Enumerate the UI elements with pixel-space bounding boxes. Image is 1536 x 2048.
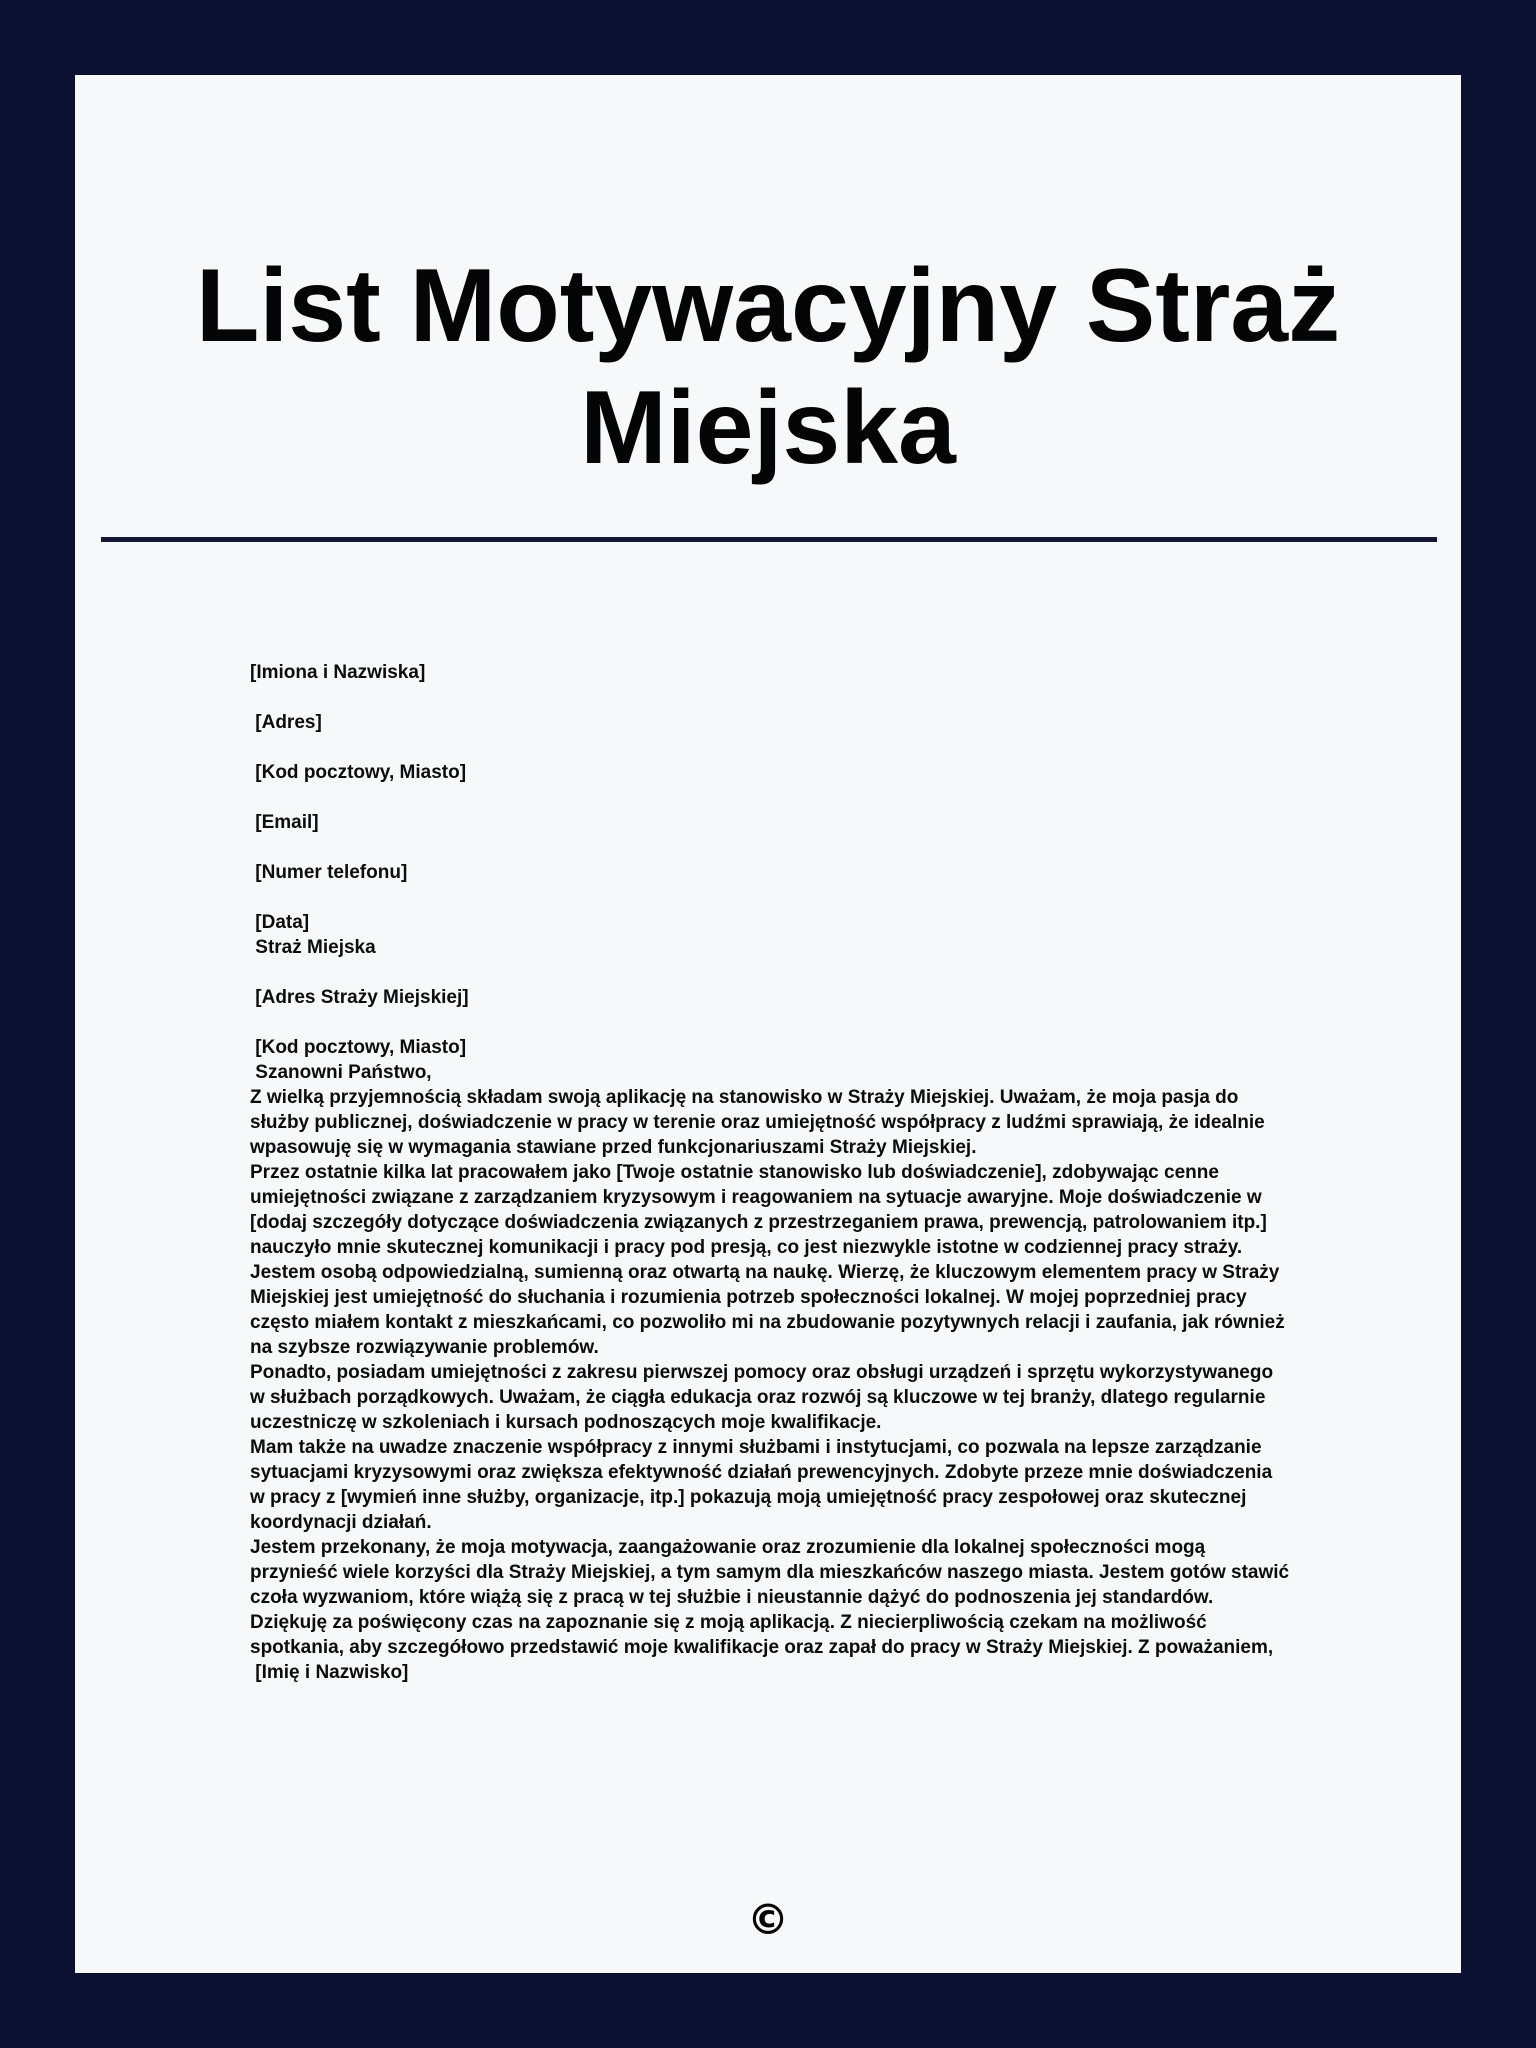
greeting: Szanowni Państwo,	[250, 1062, 432, 1083]
page-title: List Motywacyjny Straż Miejska	[195, 248, 1341, 486]
spacer	[250, 960, 1290, 985]
body-paragraph: Ponadto, posiadam umiejętności z zakresu pierwszej pomocy oraz obsługi urządzeń i sprzętu wykorzystywanego w służbach porządkowych. Uważam, że ciągła edukacja oraz rozwój są kluczowe w tej branży, dlatego regularnie uczestniczę w szkoleniach i kursach podnoszących moje kwalifikacje.	[250, 1362, 1279, 1433]
body-paragraph: Dziękuję za poświęcony czas na zapoznanie się z moją aplikacją. Z niecierpliwością czekam na możliwość spotkania, aby szczegółowo przedstawić moje kwalifikacje oraz zapał do pracy w Straży Miejskiej. Z poważaniem,	[250, 1612, 1274, 1658]
spacer	[250, 835, 1290, 860]
recipient-name: Straż Miejska	[250, 937, 376, 958]
sender-postal-city: [Kod pocztowy, Miasto]	[250, 762, 467, 783]
letter-date: [Data]	[250, 912, 310, 933]
spacer	[250, 735, 1290, 760]
document-page	[75, 75, 1461, 1973]
body-paragraph: Jestem przekonany, że moja motywacja, zaangażowanie oraz zrozumienie dla lokalnej społeczności mogą przynieść wiele korzyści dla Straży Miejskiej, a tym samym dla mieszkańców naszego miasta. Jestem gotów stawić czoła wyzwaniom, które wiążą się z pracą w tej służbie i nieustannie dążyć do podnoszenia jej standardów.	[250, 1537, 1295, 1608]
recipient-address: [Adres Straży Miejskiej]	[250, 987, 469, 1008]
spacer	[250, 685, 1290, 710]
sender-email: [Email]	[250, 812, 319, 833]
copyright-icon: ©	[747, 1895, 789, 1944]
letter-body	[250, 660, 1295, 1685]
spacer	[250, 885, 1290, 910]
sender-name: [Imiona i Nazwiska]	[250, 662, 426, 683]
signature: [Imię i Nazwisko]	[250, 1662, 409, 1683]
body-paragraph: Z wielką przyjemnością składam swoją aplikację na stanowisko w Straży Miejskiej. Uważam, że moja pasja do służby publicznej, doświadczenie w pracy w terenie oraz umiejętność współpracy z ludźmi sprawiają, że idealnie wpasowuję się w wymagania stawiane przed funkcjonariuszami Straży Miejskiej.	[250, 1087, 1270, 1158]
spacer	[250, 1010, 1290, 1035]
title-divider	[101, 537, 1437, 542]
sender-address: [Adres]	[250, 712, 322, 733]
body-paragraph: Mam także na uwadze znaczenie współpracy z innymi służbami i instytucjami, co pozwala na lepsze zarządzanie sytuacjami kryzysowymi oraz zwiększa efektywność działań prewencyjnych. Zdobyte przeze mnie doświadczenia w pracy z [wymień inne służby, organizacje, itp.] pokazują moją umiejętność pracy zespołowej oraz skutecznej koordynacji działań.	[250, 1437, 1278, 1533]
recipient-postal-city: [Kod pocztowy, Miasto]	[250, 1037, 467, 1058]
spacer	[250, 785, 1290, 810]
sender-phone: [Numer telefonu]	[250, 862, 408, 883]
body-paragraph: Przez ostatnie kilka lat pracowałem jako [Twoje ostatnie stanowisko lub doświadczenie], zdobywając cenne umiejętności związane z zarządzaniem kryzysowym i reagowaniem na sytuacje awaryjne. Moje doświadczenie w [dodaj szczegóły dotyczące doświadczenia związanych z przestrzeganiem prawa, prewencją, patrolowaniem itp.] nauczyło mnie skutecznej komunikacji i pracy pod presją, co jest niezwykle istotne w codziennej pracy straży.	[250, 1162, 1273, 1258]
body-paragraph: Jestem osobą odpowiedzialną, sumienną oraz otwartą na naukę. Wierzę, że kluczowym elementem pracy w Straży Miejskiej jest umiejętność do słuchania i rozumienia potrzeb społeczności lokalnej. W mojej poprzedniej pracy często miałem kontakt z mieszkańcami, co pozwoliło mi na zbudowanie pozytywnych relacji i zaufania, jak również na szybsze rozwiązywanie problemów.	[250, 1262, 1291, 1358]
